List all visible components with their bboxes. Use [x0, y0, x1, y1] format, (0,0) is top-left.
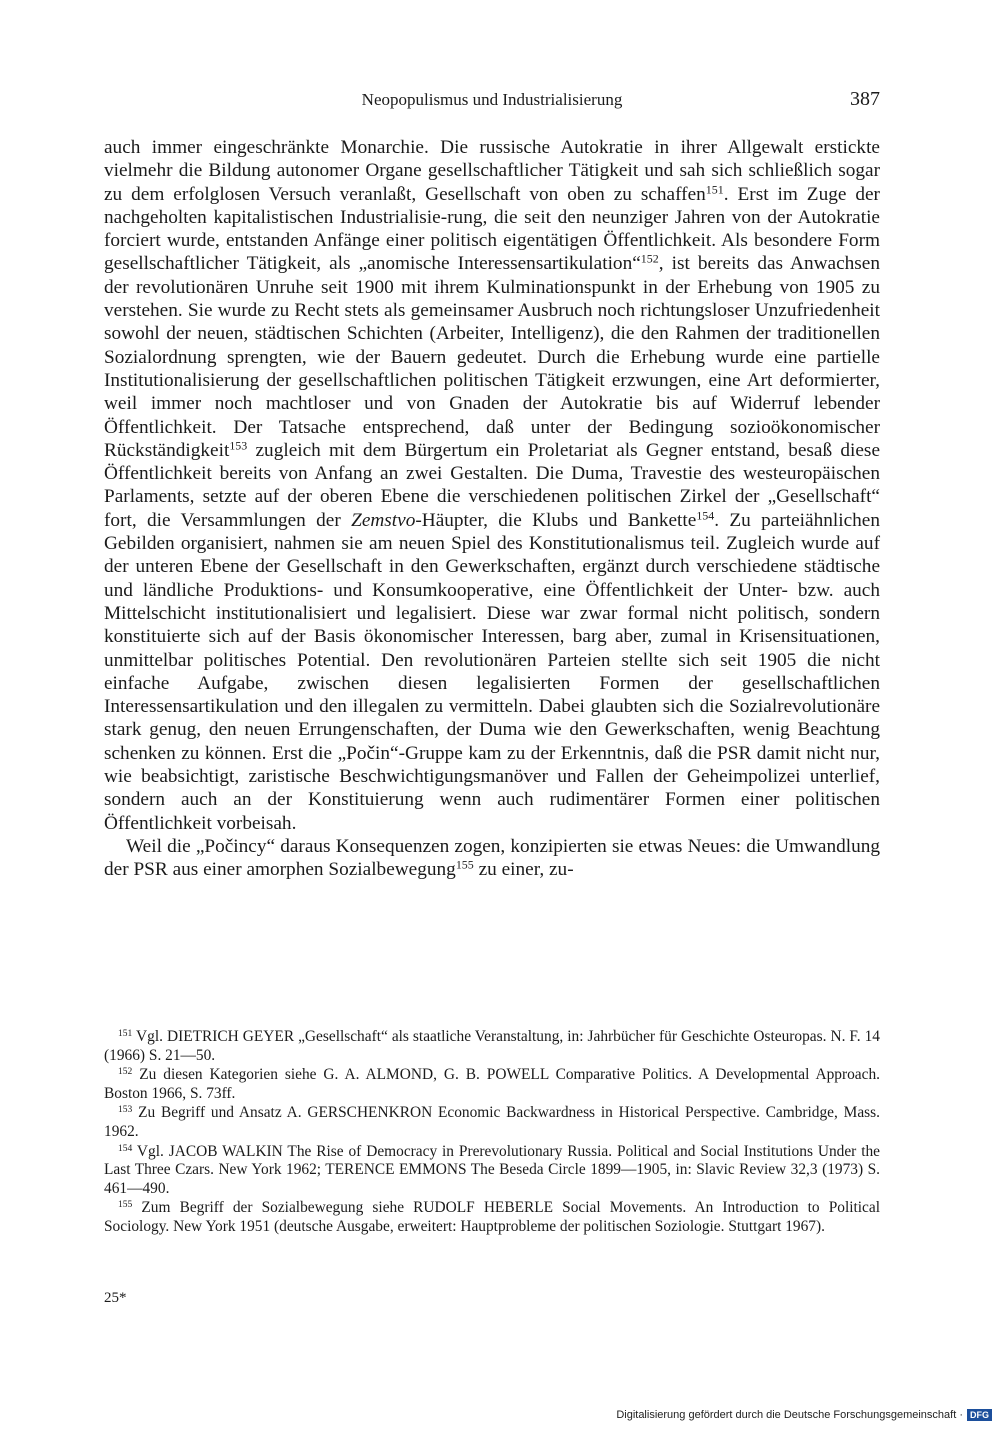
footnote-155	[104, 1199, 880, 1236]
footnote-153	[104, 1104, 880, 1141]
main-text	[104, 136, 880, 882]
credit-text: Digitalisierung gefördert durch die Deutsche Forschungsgemeinschaft ·	[616, 1409, 963, 1421]
p2-text-2: zu einer, zu-	[473, 859, 574, 881]
footnote-ref-153: 153	[229, 438, 248, 453]
footnote-text: Vgl. JACOB WALKIN The Rise of Democracy in Prerevolutionary Russia. Political and Social Institutions Under the Last Three Czars. New York 1962; TERENCE EMMONS The Beseda Circle 1899—1905, in: Slavic Review 32,3 (1973) S. 461—490.	[104, 1142, 880, 1197]
dfg-logo-icon: DFG	[967, 1409, 992, 1421]
p1-text-5: -Häupter, die Klubs und Bankette	[415, 509, 697, 531]
footnote-154	[104, 1143, 880, 1199]
footnote-151	[104, 1028, 880, 1065]
footnote-ref-154: 154	[696, 508, 715, 523]
footnote-text: Zum Begriff der Sozialbewegung siehe RUDOLF HEBERLE Social Movements. An Introduction to Political Sociology. New York 1951 (deutsche Ausgabe, erweitert: Hauptprobleme der politischen Soziologie. Stuttgart 1967).	[104, 1199, 880, 1235]
digitization-credit	[616, 1409, 992, 1421]
paragraph-2	[104, 835, 880, 882]
zemstvo-term: Zemstvo	[351, 509, 416, 531]
footnote-number: 153	[118, 1104, 133, 1116]
sheet-signature: 25*	[104, 1290, 127, 1306]
p1-text-2: . Erst im Zuge der nachgeholten kapitalistischen Industrialisie-rung, die seit den neunziger Jahren von der Autokratie forciert wurde, entstanden Anfänge einer politisch eigentätigen Öffentlichkeit. Als besondere Form gesellschaftlicher Tätigkeit, als „anomische Interessensartikulation“	[104, 183, 880, 275]
page-number: 387	[850, 88, 880, 110]
footnote-number: 154	[118, 1142, 133, 1154]
p2-text-1: Weil die „Počincy“ daraus Konsequenzen zogen, konzipierten sie etwas Neues: die Umwandlung der PSR aus einer amorphen Sozialbewegung	[104, 835, 880, 881]
running-head	[104, 88, 880, 114]
p1-text-1: auch immer eingeschränkte Monarchie. Die russische Autokratie in ihrer Allgewalt erstickte vielmehr die Bildung autonomer Organe gesellschaftlicher Tätigkeit und sah sich schließlich sogar zu dem erfolglosen Versuch veranlaßt, Gesellschaft von oben zu schaffen	[104, 137, 880, 205]
footnote-ref-151: 151	[705, 182, 724, 197]
footnote-ref-155: 155	[455, 857, 474, 872]
footnote-ref-152: 152	[640, 251, 659, 266]
footnote-text: Zu Begriff und Ansatz A. GERSCHENKRON Economic Backwardness in Historical Perspective. Cambridge, Mass. 1962.	[104, 1104, 880, 1140]
p1-text-3: , ist bereits das Anwachsen der revolutionären Unruhe seit 1900 mit ihrem Kulminationspunkt in der Erhebung von 1905 zu verstehen. Sie wurde zu Recht stets als gemeinsamer Ausbruch noch richtungsloser Unzufriedenheit sowohl der neuen, städtischen Schichten (Arbeiter, Intelligenz), die den Rahmen der traditionellen Sozialordnung sprengten, wie der Bauern gedeutet. Durch die Erhebung wurde eine partielle Institutionalisierung der gesellschaftlichen politischen Tätigkeit erzwungen, eine Art deformierter, weil immer noch machtloser und von Gnaden der Autokratie bis auf Widerruf lebender Öffentlichkeit. Der Tatsache entsprechend, daß unter der Bedingung sozioökonomischer Rückständigkeit	[104, 253, 880, 461]
running-head-title: Neopopulismus und Industrialisierung	[361, 90, 623, 109]
footnote-number: 152	[118, 1065, 133, 1077]
footnotes	[104, 1028, 880, 1238]
footnote-text: Zu diesen Kategorien siehe G. A. ALMOND, G. B. POWELL Comparative Politics. A Developmental Approach. Boston 1966, S. 73ff.	[104, 1066, 880, 1102]
paragraph-1	[104, 136, 880, 835]
p1-text-4: zugleich mit dem Bürgertum ein Proletariat als Gegner entstand, besaß diese Öffentlichkeit bereits von Anfang an zwei Gestalten. Die Duma, Travestie des westeuropäischen Parlaments, setzte auf der oberen Ebene die verschiedenen politischen Zirkel der „Gesellschaft“ fort, die Versammlungen der	[104, 439, 880, 531]
p1-text-6: . Zu parteiähnlichen Gebilden organisiert, nahmen sie am neuen Spiel des Konstitutionalismus teil. Zugleich wurde auf der unteren Ebene der Gesellschaft in den Gewerkschaften, ergänzt durch verschiedene städtische und ländliche Produktions- und Konsumkooperative, eine Öffentlichkeit der Unter- bzw. auch Mittelschicht institutionalisiert und legalisiert. Diese war zwar formal nicht politisch, sondern konstituierte sich auf der Basis ökonomischer Interessen, barg aber, zumal in Krisensituationen, unmittelbar politisches Potential. Den revolutionären Parteien stellte sich seit 1905 die nicht einfache Aufgabe, zwischen diesen legalisierten Formen der gesellschaftlichen Interessensartikulation und den illegalen zu vermitteln. Dabei glaubten sich die Sozialrevolutionäre stark genug, den neuen Errungenschaften, der Duma wie den Gewerkschaften, wenig Beachtung schenken zu können. Erst die „Počin“-Gruppe kam zu der Erkenntnis, daß die PSR damit nicht nur, wie beabsichtigt, zaristische Beschwichtigungsmanöver und Fallen der Geheimpolizei unterlief, sondern auch an der Konstituierung wenn auch rudimentärer Formen einer politischen Öffentlichkeit vorbeisah.	[104, 509, 880, 834]
footnote-number: 155	[118, 1199, 133, 1211]
footnote-text: Vgl. DIETRICH GEYER „Gesellschaft“ als staatliche Veranstaltung, in: Jahrbücher für Geschichte Osteuropas. N. F. 14 (1966) S. 21—50.	[104, 1028, 880, 1064]
footnote-152	[104, 1066, 880, 1103]
footnote-number: 151	[118, 1027, 133, 1039]
